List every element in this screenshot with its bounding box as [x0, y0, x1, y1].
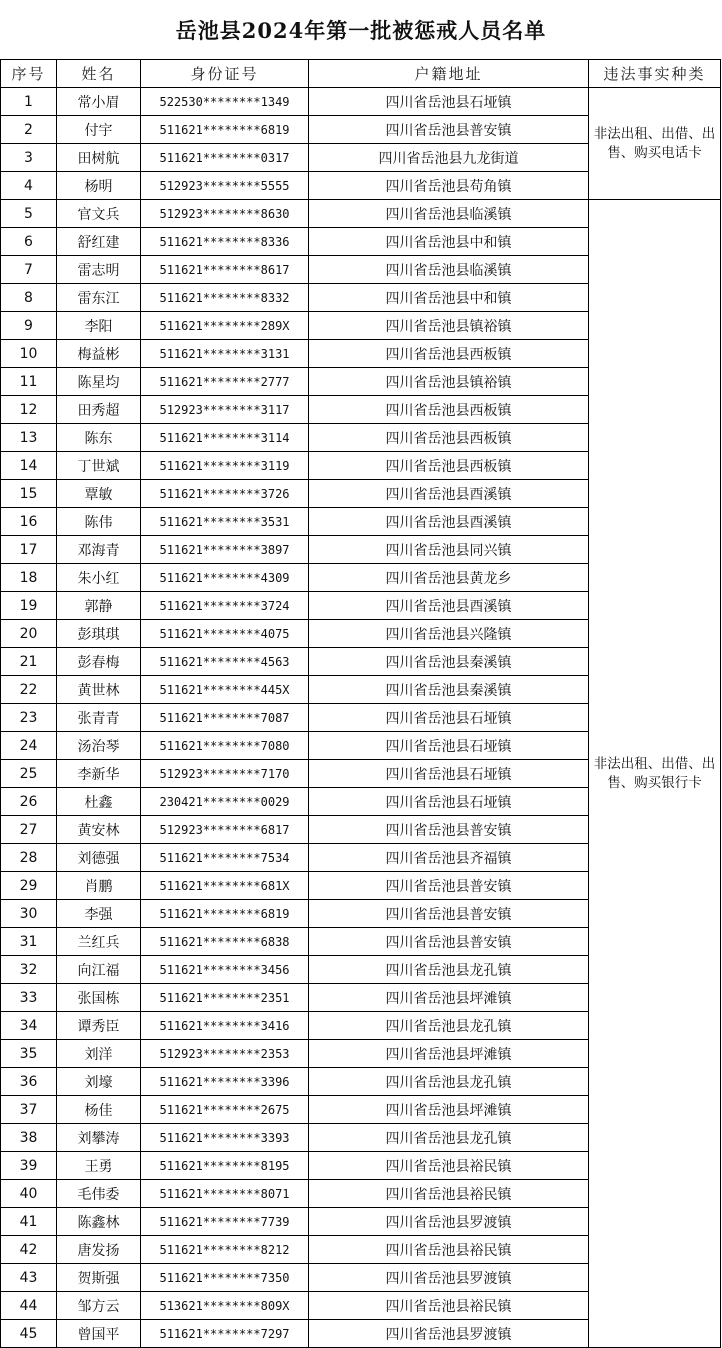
person-name: 黄安林: [57, 816, 141, 844]
row-index: 2: [1, 116, 57, 144]
row-index: 23: [1, 704, 57, 732]
person-name: 陈东: [57, 424, 141, 452]
id-number: 511621********3131: [141, 340, 309, 368]
person-name: 汤治琴: [57, 732, 141, 760]
person-name: 丁世斌: [57, 452, 141, 480]
household-address: 四川省岳池县黄龙乡: [309, 564, 589, 592]
household-address: 四川省岳池县镇裕镇: [309, 368, 589, 396]
person-name: 陈星均: [57, 368, 141, 396]
household-address: 四川省岳池县齐福镇: [309, 844, 589, 872]
person-name: 曾国平: [57, 1320, 141, 1348]
household-address: 四川省岳池县裕民镇: [309, 1152, 589, 1180]
id-number: 511621********8071: [141, 1180, 309, 1208]
id-number: 511621********3897: [141, 536, 309, 564]
person-name: 陈鑫林: [57, 1208, 141, 1236]
id-number: 511621********3416: [141, 1012, 309, 1040]
id-number: 511621********7350: [141, 1264, 309, 1292]
row-index: 44: [1, 1292, 57, 1320]
household-address: 四川省岳池县罗渡镇: [309, 1264, 589, 1292]
household-address: 四川省岳池县裕民镇: [309, 1180, 589, 1208]
id-number: 511621********7534: [141, 844, 309, 872]
id-number: 511621********3724: [141, 592, 309, 620]
id-number: 511621********7297: [141, 1320, 309, 1348]
id-number: 512923********6817: [141, 816, 309, 844]
person-name: 兰红兵: [57, 928, 141, 956]
household-address: 四川省岳池县石垭镇: [309, 704, 589, 732]
person-name: 雷志明: [57, 256, 141, 284]
row-index: 33: [1, 984, 57, 1012]
row-index: 42: [1, 1236, 57, 1264]
household-address: 四川省岳池县罗渡镇: [309, 1208, 589, 1236]
id-number: 512923********2353: [141, 1040, 309, 1068]
household-address: 四川省岳池县龙孔镇: [309, 1012, 589, 1040]
household-address: 四川省岳池县中和镇: [309, 284, 589, 312]
household-address: 四川省岳池县临溪镇: [309, 256, 589, 284]
id-number: 512923********5555: [141, 172, 309, 200]
person-name: 常小眉: [57, 88, 141, 116]
row-index: 41: [1, 1208, 57, 1236]
id-number: 511621********8617: [141, 256, 309, 284]
header-row: [1, 60, 721, 88]
id-number: 511621********7739: [141, 1208, 309, 1236]
row-index: 37: [1, 1096, 57, 1124]
row-index: 36: [1, 1068, 57, 1096]
row-index: 16: [1, 508, 57, 536]
id-number: 511621********6819: [141, 900, 309, 928]
row-index: 11: [1, 368, 57, 396]
person-name: 田秀超: [57, 396, 141, 424]
id-number: 511621********6819: [141, 116, 309, 144]
header-id-number: 身份证号: [141, 60, 309, 88]
violation-type: 非法出租、出借、出售、购买电话卡: [589, 88, 721, 200]
id-number: 511621********3726: [141, 480, 309, 508]
header-index: 序号: [1, 60, 57, 88]
household-address: 四川省岳池县龙孔镇: [309, 956, 589, 984]
id-number: 511621********3396: [141, 1068, 309, 1096]
person-name: 刘德强: [57, 844, 141, 872]
row-index: 43: [1, 1264, 57, 1292]
household-address: 四川省岳池县龙孔镇: [309, 1068, 589, 1096]
id-number: 511621********8332: [141, 284, 309, 312]
row-index: 13: [1, 424, 57, 452]
household-address: 四川省岳池县坪滩镇: [309, 984, 589, 1012]
person-name: 刘洋: [57, 1040, 141, 1068]
id-number: 511621********8195: [141, 1152, 309, 1180]
id-number: 511621********0317: [141, 144, 309, 172]
person-name: 杜鑫: [57, 788, 141, 816]
id-number: 511621********8212: [141, 1236, 309, 1264]
row-index: 5: [1, 200, 57, 228]
id-number: 511621********7080: [141, 732, 309, 760]
id-number: 511621********8336: [141, 228, 309, 256]
row-index: 26: [1, 788, 57, 816]
table-header: [1, 60, 721, 88]
row-index: 17: [1, 536, 57, 564]
row-index: 29: [1, 872, 57, 900]
id-number: 511621********7087: [141, 704, 309, 732]
row-index: 3: [1, 144, 57, 172]
household-address: 四川省岳池县普安镇: [309, 816, 589, 844]
row-index: 40: [1, 1180, 57, 1208]
household-address: 四川省岳池县龙孔镇: [309, 1124, 589, 1152]
person-name: 张国栋: [57, 984, 141, 1012]
person-name: 肖鹏: [57, 872, 141, 900]
household-address: 四川省岳池县普安镇: [309, 928, 589, 956]
row-index: 31: [1, 928, 57, 956]
row-index: 9: [1, 312, 57, 340]
header-address: 户籍地址: [309, 60, 589, 88]
row-index: 24: [1, 732, 57, 760]
row-index: 6: [1, 228, 57, 256]
page-title: 岳池县2024年第一批被惩戒人员名单: [175, 17, 547, 43]
header-name: 姓名: [57, 60, 141, 88]
row-index: 38: [1, 1124, 57, 1152]
person-name: 向江福: [57, 956, 141, 984]
id-number: 512923********8630: [141, 200, 309, 228]
row-index: 10: [1, 340, 57, 368]
id-number: 511621********4563: [141, 648, 309, 676]
row-index: 1: [1, 88, 57, 116]
id-number: 511621********681X: [141, 872, 309, 900]
person-name: 陈伟: [57, 508, 141, 536]
household-address: 四川省岳池县秦溪镇: [309, 676, 589, 704]
household-address: 四川省岳池县兴隆镇: [309, 620, 589, 648]
row-index: 27: [1, 816, 57, 844]
household-address: 四川省岳池县酉溪镇: [309, 508, 589, 536]
row-index: 45: [1, 1320, 57, 1348]
person-name: 彭琪琪: [57, 620, 141, 648]
person-name: 杨佳: [57, 1096, 141, 1124]
person-name: 彭春梅: [57, 648, 141, 676]
household-address: 四川省岳池县西板镇: [309, 424, 589, 452]
id-number: 511621********3531: [141, 508, 309, 536]
person-name: 田树航: [57, 144, 141, 172]
person-name: 梅益彬: [57, 340, 141, 368]
row-index: 15: [1, 480, 57, 508]
row-index: 14: [1, 452, 57, 480]
table-row: [1, 200, 721, 228]
household-address: 四川省岳池县石垭镇: [309, 88, 589, 116]
person-name: 黄世林: [57, 676, 141, 704]
person-name: 朱小红: [57, 564, 141, 592]
person-name: 刘攀涛: [57, 1124, 141, 1152]
id-number: 522530********1349: [141, 88, 309, 116]
person-name: 杨明: [57, 172, 141, 200]
id-number: 511621********2675: [141, 1096, 309, 1124]
id-number: 511621********4309: [141, 564, 309, 592]
row-index: 34: [1, 1012, 57, 1040]
row-index: 30: [1, 900, 57, 928]
household-address: 四川省岳池县苟角镇: [309, 172, 589, 200]
household-address: 四川省岳池县西板镇: [309, 340, 589, 368]
row-index: 7: [1, 256, 57, 284]
household-address: 四川省岳池县坪滩镇: [309, 1040, 589, 1068]
person-name: 张青青: [57, 704, 141, 732]
row-index: 39: [1, 1152, 57, 1180]
id-number: 511621********3114: [141, 424, 309, 452]
id-number: 511621********3456: [141, 956, 309, 984]
person-name: 毛伟委: [57, 1180, 141, 1208]
household-address: 四川省岳池县临溪镇: [309, 200, 589, 228]
row-index: 25: [1, 760, 57, 788]
row-index: 20: [1, 620, 57, 648]
household-address: 四川省岳池县裕民镇: [309, 1292, 589, 1320]
household-address: 四川省岳池县石垭镇: [309, 788, 589, 816]
id-number: 512923********7170: [141, 760, 309, 788]
household-address: 四川省岳池县石垭镇: [309, 760, 589, 788]
id-number: 511621********2351: [141, 984, 309, 1012]
person-name: 官文兵: [57, 200, 141, 228]
header-violation-type: 违法事实种类: [589, 60, 721, 88]
household-address: 四川省岳池县裕民镇: [309, 1236, 589, 1264]
household-address: 四川省岳池县九龙街道: [309, 144, 589, 172]
id-number: 511621********4075: [141, 620, 309, 648]
household-address: 四川省岳池县普安镇: [309, 872, 589, 900]
table-row: [1, 88, 721, 116]
household-address: 四川省岳池县酉溪镇: [309, 480, 589, 508]
household-address: 四川省岳池县西板镇: [309, 396, 589, 424]
person-name: 李新华: [57, 760, 141, 788]
person-name: 唐发扬: [57, 1236, 141, 1264]
person-name: 付宇: [57, 116, 141, 144]
household-address: 四川省岳池县普安镇: [309, 900, 589, 928]
person-name: 覃敏: [57, 480, 141, 508]
row-index: 8: [1, 284, 57, 312]
person-name: 谭秀臣: [57, 1012, 141, 1040]
row-index: 28: [1, 844, 57, 872]
household-address: 四川省岳池县普安镇: [309, 116, 589, 144]
id-number: 511621********289X: [141, 312, 309, 340]
row-index: 19: [1, 592, 57, 620]
id-number: 512923********3117: [141, 396, 309, 424]
person-name: 刘壕: [57, 1068, 141, 1096]
id-number: 511621********6838: [141, 928, 309, 956]
person-name: 舒红建: [57, 228, 141, 256]
violation-type: 非法出租、出借、出售、购买银行卡: [589, 200, 721, 1348]
household-address: 四川省岳池县酉溪镇: [309, 592, 589, 620]
row-index: 18: [1, 564, 57, 592]
person-name: 邓海青: [57, 536, 141, 564]
household-address: 四川省岳池县罗渡镇: [309, 1320, 589, 1348]
household-address: 四川省岳池县坪滩镇: [309, 1096, 589, 1124]
person-name: 李强: [57, 900, 141, 928]
person-name: 贺斯强: [57, 1264, 141, 1292]
row-index: 32: [1, 956, 57, 984]
id-number: 230421********0029: [141, 788, 309, 816]
person-name: 王勇: [57, 1152, 141, 1180]
household-address: 四川省岳池县镇裕镇: [309, 312, 589, 340]
row-index: 4: [1, 172, 57, 200]
row-index: 12: [1, 396, 57, 424]
id-number: 511621********445X: [141, 676, 309, 704]
id-number: 511621********3119: [141, 452, 309, 480]
household-address: 四川省岳池县石垭镇: [309, 732, 589, 760]
household-address: 四川省岳池县西板镇: [309, 452, 589, 480]
table-body: [1, 88, 721, 1348]
person-name: 雷东江: [57, 284, 141, 312]
person-name: 李阳: [57, 312, 141, 340]
row-index: 22: [1, 676, 57, 704]
row-index: 35: [1, 1040, 57, 1068]
row-index: 21: [1, 648, 57, 676]
id-number: 513621********809X: [141, 1292, 309, 1320]
household-address: 四川省岳池县同兴镇: [309, 536, 589, 564]
household-address: 四川省岳池县秦溪镇: [309, 648, 589, 676]
household-address: 四川省岳池县中和镇: [309, 228, 589, 256]
id-number: 511621********2777: [141, 368, 309, 396]
sanction-list-table: [0, 59, 721, 1348]
person-name: 邹方云: [57, 1292, 141, 1320]
id-number: 511621********3393: [141, 1124, 309, 1152]
person-name: 郭静: [57, 592, 141, 620]
